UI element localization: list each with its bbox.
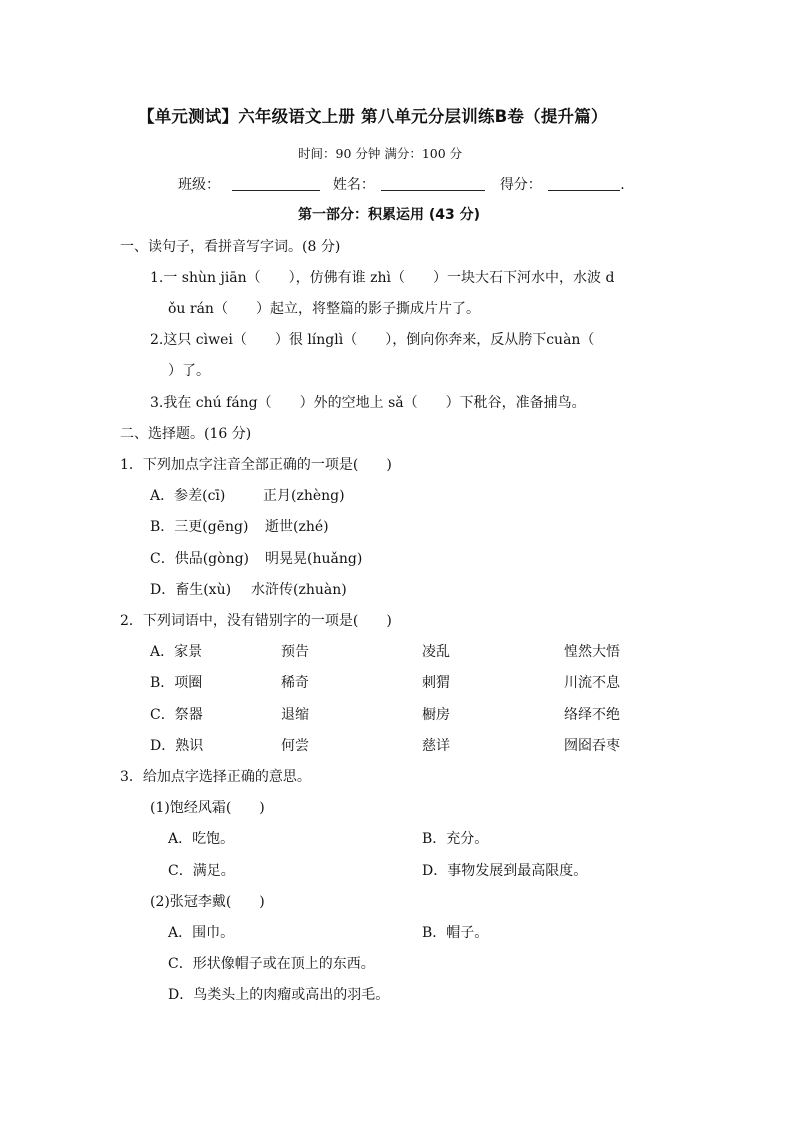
student-info-row (178, 175, 625, 195)
q2-option-d[interactable]: D．熟识 (150, 738, 204, 754)
q1-option-a[interactable]: A．参差(cī) (150, 488, 226, 504)
q3-sub2-stem: (2)张冠李戴( ) (150, 894, 265, 910)
q2-d-word4: 囫囵吞枣 (564, 738, 620, 754)
q2-option-a[interactable]: A．家景 (150, 644, 203, 660)
q2-c-word2: 退缩 (281, 707, 309, 723)
score-label: 得分： (499, 177, 542, 193)
q2-a-word3: 凌乱 (422, 644, 450, 660)
pinyin-line-2: 2.这只 cìwei（ ）很 línglì（ ），倒向你奔来，反从胯下cuàn（ (150, 332, 595, 348)
q3-sub1-option-d[interactable]: D．事物发展到最高限度。 (422, 863, 588, 879)
q1-option-c[interactable]: C．供品(gòng) (150, 551, 250, 567)
q1-stem: 1．下列加点字注音全部正确的一项是( ) (120, 457, 392, 473)
pinyin-line-3: 3.我在 chú fáng（ ）外的空地上 sǎ（ ）下秕谷，准备捕鸟。 (150, 395, 586, 411)
q3-sub1-stem: (1)饱经风霜( ) (150, 800, 265, 816)
score-field[interactable] (548, 176, 620, 191)
q2-b-word4: 川流不息 (564, 675, 620, 691)
score-end: . (620, 177, 625, 193)
section1-title: 一、读句子，看拼音写字词。(8 分) (120, 239, 341, 255)
q1-option-b-word2: 逝世(zhé) (265, 519, 329, 535)
name-field[interactable] (381, 176, 485, 191)
part1-title: 第一部分：积累运用 (43 分) (298, 207, 481, 223)
q2-b-word2: 稀奇 (281, 675, 309, 691)
exam-meta: 时间：90 分钟 满分：100 分 (298, 146, 463, 161)
q3-stem: 3．给加点字选择正确的意思。 (120, 769, 311, 785)
q2-stem: 2．下列词语中，没有错别字的一项是( ) (120, 613, 392, 629)
q3-sub1-option-b[interactable]: B．充分。 (422, 831, 489, 847)
class-field[interactable] (232, 176, 320, 191)
name-label: 姓名： (332, 177, 375, 193)
q3-sub2-option-a[interactable]: A．围巾。 (168, 925, 235, 941)
q3-sub2-option-c[interactable]: C．形状像帽子或在顶上的东西。 (168, 956, 375, 972)
q2-a-word2: 预告 (281, 644, 309, 660)
pinyin-line-1-cont: ǒu rán（ ）起立，将整篇的影子撕成片片了。 (168, 301, 480, 317)
q1-option-c-word2: 明晃晃(huǎng) (265, 551, 363, 567)
q3-sub1-option-c[interactable]: C．满足。 (168, 863, 235, 879)
q3-sub2-option-d[interactable]: D．鸟类头上的肉瘤或高出的羽毛。 (168, 987, 390, 1003)
section2-title: 二、选择题。(16 分) (120, 426, 252, 442)
q2-d-word2: 何尝 (281, 738, 309, 754)
pinyin-line-2-cont: ）了。 (168, 363, 210, 379)
page-title: 【单元测试】六年级语文上册 第八单元分层训练B卷（提升篇） (138, 107, 608, 126)
q1-option-a-word2: 正月(zhèng) (263, 488, 345, 504)
q2-c-word3: 橱房 (422, 707, 450, 723)
q2-c-word4: 络绎不绝 (564, 707, 620, 723)
pinyin-line-1: 1.一 shùn jiān（ ），仿佛有谁 zhì（ ）一块大石下河水中，水波 d (150, 270, 615, 286)
q3-sub1-option-a[interactable]: A．吃饱。 (168, 831, 235, 847)
q2-option-b[interactable]: B．项圈 (150, 675, 203, 691)
q3-sub2-option-b[interactable]: B．帽子。 (422, 925, 489, 941)
q2-option-c[interactable]: C．祭器 (150, 707, 203, 723)
q1-option-d[interactable]: D．畜生(xù) (150, 582, 232, 598)
class-label: 班级： (178, 177, 220, 193)
q2-b-word3: 刺猬 (422, 675, 450, 691)
q2-d-word3: 慈详 (422, 738, 450, 754)
q2-a-word4: 惶然大悟 (564, 644, 620, 660)
q1-option-b[interactable]: B．三更(gēng) (150, 519, 249, 535)
q1-option-d-word2: 水浒传(zhuàn) (251, 582, 347, 598)
